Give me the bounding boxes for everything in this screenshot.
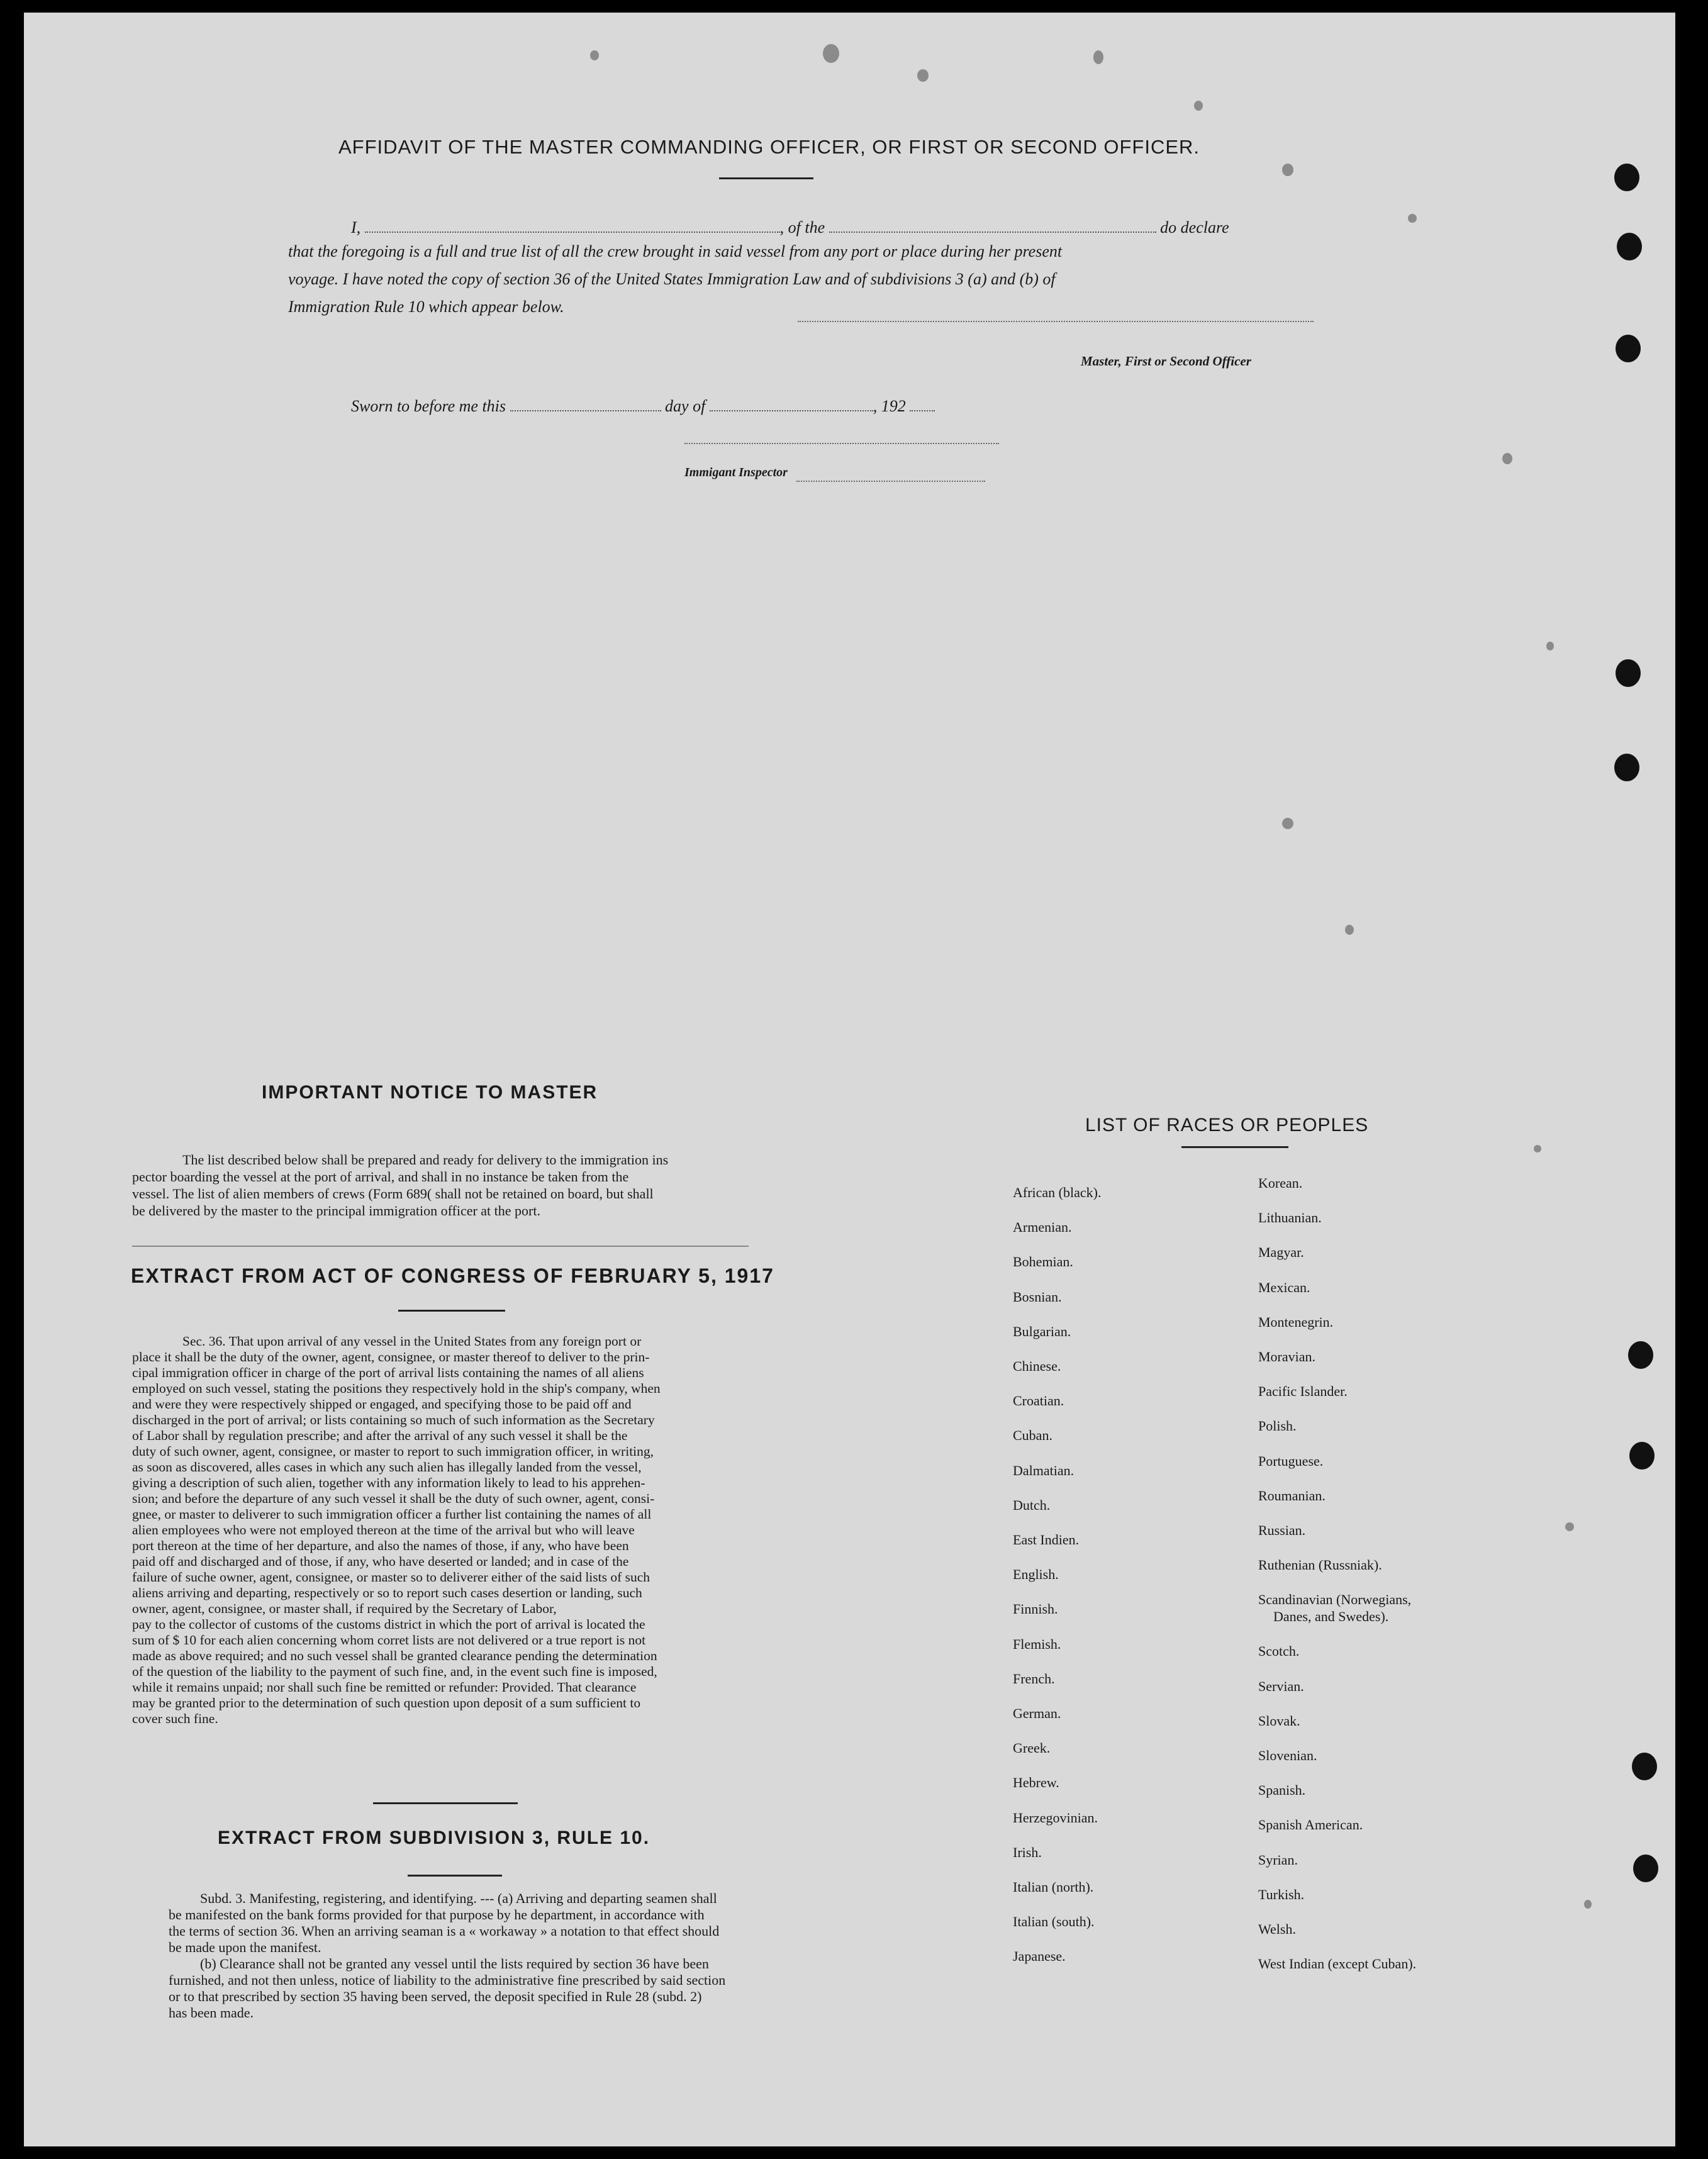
race-item: Montenegrin. <box>1258 1314 1334 1330</box>
affidavit-line: voyage. I have noted the copy of section 36 of the United States Immigration Law and of subdivisions 3 (a) and (b) of <box>288 270 1056 288</box>
race-item: Irish. <box>1013 1844 1042 1860</box>
race-item: English. <box>1013 1566 1059 1583</box>
punch-hole <box>1617 233 1642 260</box>
races-left-column <box>1013 1175 1101 1974</box>
race-item: Lithuanian. <box>1258 1210 1322 1226</box>
races-right-column <box>1258 1175 1416 1990</box>
race-item: Scotch. <box>1258 1643 1300 1660</box>
race-item: Italian (north). <box>1013 1879 1094 1895</box>
race-item: Russian. <box>1258 1522 1306 1538</box>
punch-hole <box>1614 164 1639 191</box>
race-item: Chinese. <box>1013 1358 1061 1375</box>
act-heading: EXTRACT FROM ACT OF CONGRESS OF FEBRUARY 5, 1917 <box>131 1264 774 1287</box>
affidavit-body <box>288 238 1314 321</box>
race-item: Danes, and Swedes). <box>1273 1609 1389 1625</box>
race-item: African (black). <box>1013 1185 1102 1200</box>
race-item: Slovak. <box>1258 1712 1300 1729</box>
race-item: Moravian. <box>1258 1348 1316 1364</box>
signature-label: Master, First or Second Officer <box>1081 354 1251 369</box>
punch-hole <box>1616 335 1641 362</box>
race-item: Herzegovinian. <box>1013 1809 1098 1826</box>
race-item: Italian (south). <box>1013 1914 1095 1930</box>
intro-of: , of the <box>779 218 825 237</box>
affidavit-title: AFFIDAVIT OF THE MASTER COMMANDING OFFICER, OR FIRST OR SECOND OFFICER. <box>338 136 1200 158</box>
intro-declare: do declare <box>1160 218 1229 237</box>
race-item: Bohemian. <box>1013 1254 1073 1270</box>
race-item: Servian. <box>1258 1678 1304 1694</box>
vessel-blank <box>829 213 1156 233</box>
race-item: Croatian. <box>1013 1393 1064 1409</box>
race-item: Japanese. <box>1013 1948 1066 1965</box>
notice-text: The list described below shall be prepared and ready for delivery to the immigration ins pector boarding the vessel at the port of arrival, and shall in no instance be taken from the vessel. The list of alien members of crews (Form 689( shall not be retained on board, but shall be delivered by the master to the principal immigration officer at the port. <box>132 1152 669 1219</box>
affidavit-line: that the foregoing is a full and true list of all the crew brought in said vessel from any port or place during her present <box>288 242 1063 260</box>
race-item: Syrian. <box>1258 1851 1298 1868</box>
affidavit-line: Immigration Rule 10 which appear below. <box>288 298 564 316</box>
punch-hole <box>1629 1442 1655 1470</box>
punch-hole <box>1628 1341 1653 1369</box>
punch-hole <box>1633 1855 1658 1882</box>
race-item: Slovenian. <box>1258 1748 1317 1763</box>
year-label: , 192 <box>873 397 906 415</box>
race-item: East Indien. <box>1013 1532 1080 1548</box>
races-heading: LIST OF RACES OR PEOPLES <box>1085 1115 1369 1135</box>
race-item: Ruthenian (Russniak). <box>1258 1557 1382 1573</box>
name-blank <box>365 213 780 233</box>
race-item: Hebrew. <box>1013 1775 1059 1791</box>
race-item: Spanish. <box>1258 1782 1306 1799</box>
punch-hole <box>1632 1753 1657 1780</box>
race-item: Turkish. <box>1258 1886 1305 1902</box>
day-label: day of <box>665 397 706 415</box>
race-item: Dutch. <box>1013 1497 1051 1513</box>
notice-heading: IMPORTANT NOTICE TO MASTER <box>262 1082 598 1103</box>
race-item: Korean. <box>1258 1175 1303 1191</box>
act-text: Sec. 36. That upon arrival of any vessel in the United States from any foreign port or place it shall be the duty of the owner, agent, consignee, or master thereof to deliver to the prin- cipal immigration officer in charge of the port of arrival lists containing the names of all aliens employed on such vessel, stating the positions they respectively hold in the ship's company, when and were they were respectively shipped or engaged, and specifying those to be paid off and discharged in the port of arrival; or lists containing so much of such information as the Secretary of Labor shall by regulation prescribe; and after the arrival of any such vessel it shall be the duty of such owner, agent, consignee, or master to report to such immigration officer, in writing, as soon as discovered, alles cases in which any such alien has illegally landed from the vessel, giving a description of such alien, together with any information likely to lead to his apprehen- sion; and before the departure of any such vessel it shall be the duty of such owner, agent, consi- gnee, or master to deliverer to such immigration officer a further list containing the names of all alien employees who were not employed thereon at the time of the arrival but who will leave port thereon at the time of her departure, and also the names of those, if any, who have been paid off and discharged and of those, if any, who have deserted or landed; and in case of the failure of suche owner, agent, consignee, or master so to deliverer either of the said lists of such aliens arriving and departing, respectively or so to report such cases desertion or landing, such owner, agent, consignee, or master shall, if required by the Secretary of Labor, pay to the collector of customs of the customs district in which the port of arrival is located the sum of $ 10 for each alien concerning whom corret lists are not delivered or a true report is not made as above required; and no such vessel shall be granted clearance pending the determination of the question of the liability to the payment of such fine, and, in the event such fine is imposed, while it remains unpaid; nor shall such fine be remitted or refunder: Provided. That clearance may be granted prior to the determination of such question upon deposit of a sum sufficient to cover such fine. <box>132 1334 661 1726</box>
race-item: Magyar. <box>1258 1244 1304 1261</box>
intro-i: I, <box>351 218 361 237</box>
race-item: West Indian (except Cuban). <box>1258 1956 1417 1972</box>
punch-hole <box>1616 659 1641 687</box>
race-item: German. <box>1013 1705 1061 1722</box>
inspector-label: Immigant Inspector <box>684 466 788 479</box>
race-item: Bosnian. <box>1013 1288 1062 1305</box>
signature-line <box>798 321 1314 322</box>
document-page <box>24 13 1675 2146</box>
race-item: Portuguese. <box>1258 1453 1324 1469</box>
affidavit-intro <box>351 213 1229 237</box>
race-item: Mexican. <box>1258 1279 1310 1295</box>
race-item: Scandinavian (Norwegians, <box>1258 1592 1412 1608</box>
race-item: Greek. <box>1013 1740 1051 1756</box>
sworn-line <box>351 391 935 416</box>
sworn-label: Sworn to before me this <box>351 397 506 415</box>
race-item: Polish. <box>1258 1418 1297 1434</box>
race-item: Pacific Islander. <box>1258 1383 1348 1400</box>
race-item: Roumanian. <box>1258 1487 1326 1503</box>
race-item: Spanish American. <box>1258 1817 1363 1833</box>
race-item: Armenian. <box>1013 1219 1072 1236</box>
punch-hole <box>1614 754 1639 781</box>
rule-text: Subd. 3. Manifesting, registering, and identifying. --- (a) Arriving and departing seamen shall be manifested on the bank forms provided for that purpose by he department, in accordance with the terms of section 36. When an arriving seaman is a « workaway » a notation to that effect should be made upon the manifest. (b) Clearance shall not be granted any vessel until the lists required by section 36 have been furnished, and not then unless, notice of liability to the administrative fine prescribed by said section or to that prescribed by section 35 having been served, the deposit specified in Rule 28 (subd. 2) has been made. <box>169 1890 726 2021</box>
race-item: Flemish. <box>1013 1636 1061 1652</box>
race-item: French. <box>1013 1670 1055 1687</box>
race-item: Dalmatian. <box>1013 1462 1074 1478</box>
race-item: Bulgarian. <box>1013 1323 1071 1339</box>
race-item: Cuban. <box>1013 1427 1052 1444</box>
race-item: Finnish. <box>1013 1601 1058 1617</box>
rule-heading: EXTRACT FROM SUBDIVISION 3, RULE 10. <box>218 1827 650 1848</box>
race-item: Welsh. <box>1258 1921 1296 1937</box>
